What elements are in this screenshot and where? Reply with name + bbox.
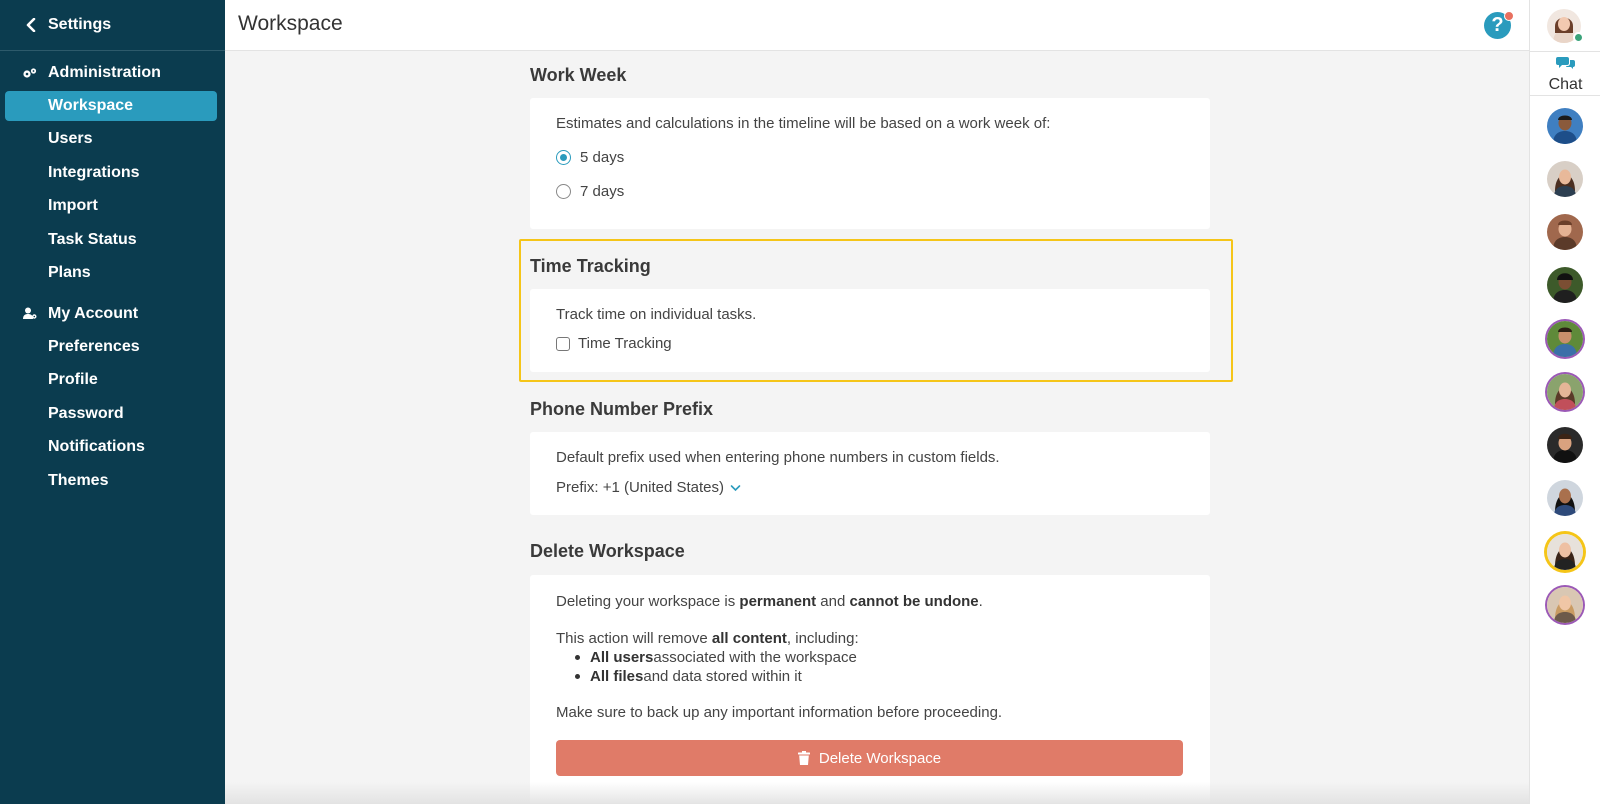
delete-workspace-card bbox=[530, 575, 1210, 804]
trash-icon bbox=[798, 751, 810, 765]
work-week-option-5-days[interactable] bbox=[556, 149, 624, 166]
sidebar-item-notifications[interactable]: Notifications bbox=[48, 438, 145, 456]
text-segment: , including: bbox=[786, 630, 859, 647]
radio-button-selected[interactable] bbox=[556, 150, 571, 165]
my-account-label: My Account bbox=[48, 304, 139, 322]
phone-prefix-card bbox=[530, 432, 1210, 515]
radio-button[interactable] bbox=[556, 184, 571, 199]
page-header bbox=[225, 0, 1529, 51]
member-avatar[interactable] bbox=[1547, 427, 1583, 463]
prefix-value: +1 (United States) bbox=[602, 479, 724, 496]
settings-title: Settings bbox=[48, 16, 112, 33]
sidebar-item-password[interactable]: Password bbox=[48, 404, 124, 422]
gears-icon bbox=[22, 66, 37, 80]
scroll-fade bbox=[225, 782, 1529, 804]
my-account-section-header bbox=[0, 302, 225, 326]
time-tracking-toggle[interactable] bbox=[556, 335, 672, 352]
notification-dot bbox=[1504, 11, 1514, 21]
backup-advice-text: Make sure to back up any important information before proceeding. bbox=[556, 704, 1003, 721]
my-account-list bbox=[0, 332, 225, 496]
right-rail bbox=[1529, 0, 1600, 804]
time-tracking-checkbox[interactable] bbox=[556, 337, 570, 351]
chevron-left-icon bbox=[24, 18, 38, 32]
member-avatar[interactable] bbox=[1547, 214, 1583, 250]
delete-scope-text bbox=[556, 630, 859, 647]
member-avatar[interactable] bbox=[1547, 587, 1583, 623]
text-segment: associated with the workspace bbox=[653, 649, 857, 666]
chat-bubbles-icon bbox=[1556, 56, 1576, 70]
text-segment: Deleting your workspace is bbox=[556, 593, 740, 610]
emphasis-all-users: All users bbox=[590, 649, 654, 666]
sidebar-item-task-status[interactable]: Task Status bbox=[48, 230, 137, 248]
prefix-dropdown[interactable] bbox=[556, 479, 741, 496]
administration-list bbox=[0, 91, 225, 288]
administration-section-header bbox=[0, 61, 225, 85]
sidebar-item-plans[interactable]: Plans bbox=[48, 263, 91, 281]
help-button[interactable] bbox=[1484, 12, 1511, 39]
user-cog-icon bbox=[22, 307, 37, 321]
list-item bbox=[575, 648, 857, 667]
phone-prefix-title: Phone Number Prefix bbox=[530, 399, 714, 419]
settings-back-link[interactable] bbox=[0, 0, 225, 51]
member-avatar[interactable] bbox=[1547, 267, 1583, 303]
member-avatar[interactable] bbox=[1547, 374, 1583, 410]
emphasis-all-files: All files bbox=[590, 668, 644, 685]
settings-sidebar bbox=[0, 0, 225, 804]
workspace-settings-content bbox=[225, 51, 1529, 804]
option-label: 7 days bbox=[580, 183, 625, 200]
sidebar-item-themes[interactable]: Themes bbox=[48, 471, 109, 489]
emphasis-permanent: permanent bbox=[739, 593, 817, 610]
delete-button-label: Delete Workspace bbox=[818, 749, 942, 767]
time-tracking-title: Time Tracking bbox=[530, 256, 651, 276]
text-segment: and data stored within it bbox=[643, 668, 802, 685]
emphasis-cannot-be-undone: cannot be undone bbox=[849, 593, 979, 610]
checkbox-label: Time Tracking bbox=[578, 335, 672, 352]
sidebar-item-import[interactable]: Import bbox=[48, 197, 98, 215]
work-week-description: Estimates and calculations in the timeline will be based on a work week of: bbox=[556, 115, 1051, 132]
question-mark-icon: ? bbox=[1491, 14, 1504, 36]
phone-prefix-description: Default prefix used when entering phone numbers in custom fields. bbox=[556, 449, 1000, 466]
sidebar-item-preferences[interactable]: Preferences bbox=[48, 337, 140, 355]
online-status-dot bbox=[1573, 32, 1584, 43]
member-avatar[interactable] bbox=[1547, 161, 1583, 197]
delete-workspace-title: Delete Workspace bbox=[530, 541, 685, 561]
text-segment: . bbox=[978, 593, 983, 610]
work-week-card bbox=[530, 98, 1210, 229]
member-avatar[interactable] bbox=[1547, 321, 1583, 357]
chevron-down-icon bbox=[730, 484, 741, 492]
member-avatar[interactable] bbox=[1547, 108, 1583, 144]
delete-warning-text bbox=[556, 593, 983, 610]
option-label: 5 days bbox=[580, 149, 625, 166]
text-segment: and bbox=[816, 593, 850, 610]
chat-button[interactable] bbox=[1530, 56, 1600, 94]
work-week-option-7-days[interactable] bbox=[556, 183, 624, 200]
time-tracking-description: Track time on individual tasks. bbox=[556, 306, 757, 323]
emphasis-all-content: all content bbox=[711, 630, 787, 647]
delete-scope-list bbox=[575, 648, 857, 686]
administration-label: Administration bbox=[48, 64, 161, 81]
delete-workspace-button[interactable] bbox=[556, 740, 1183, 776]
member-avatar[interactable] bbox=[1547, 480, 1583, 516]
text-segment: This action will remove bbox=[556, 630, 712, 647]
prefix-label: Prefix: bbox=[556, 479, 599, 496]
work-week-title: Work Week bbox=[530, 65, 627, 85]
list-item bbox=[575, 667, 857, 686]
sidebar-item-profile[interactable]: Profile bbox=[48, 371, 98, 389]
rail-divider bbox=[1530, 51, 1600, 52]
sidebar-item-integrations[interactable]: Integrations bbox=[48, 163, 140, 181]
member-avatar[interactable] bbox=[1547, 534, 1583, 570]
chat-divider bbox=[1530, 95, 1600, 96]
chat-label: Chat bbox=[1548, 76, 1583, 93]
sidebar-item-workspace[interactable]: Workspace bbox=[5, 91, 217, 121]
time-tracking-card bbox=[530, 289, 1210, 372]
page-title: Workspace bbox=[238, 12, 343, 35]
sidebar-item-users[interactable]: Users bbox=[48, 130, 93, 148]
